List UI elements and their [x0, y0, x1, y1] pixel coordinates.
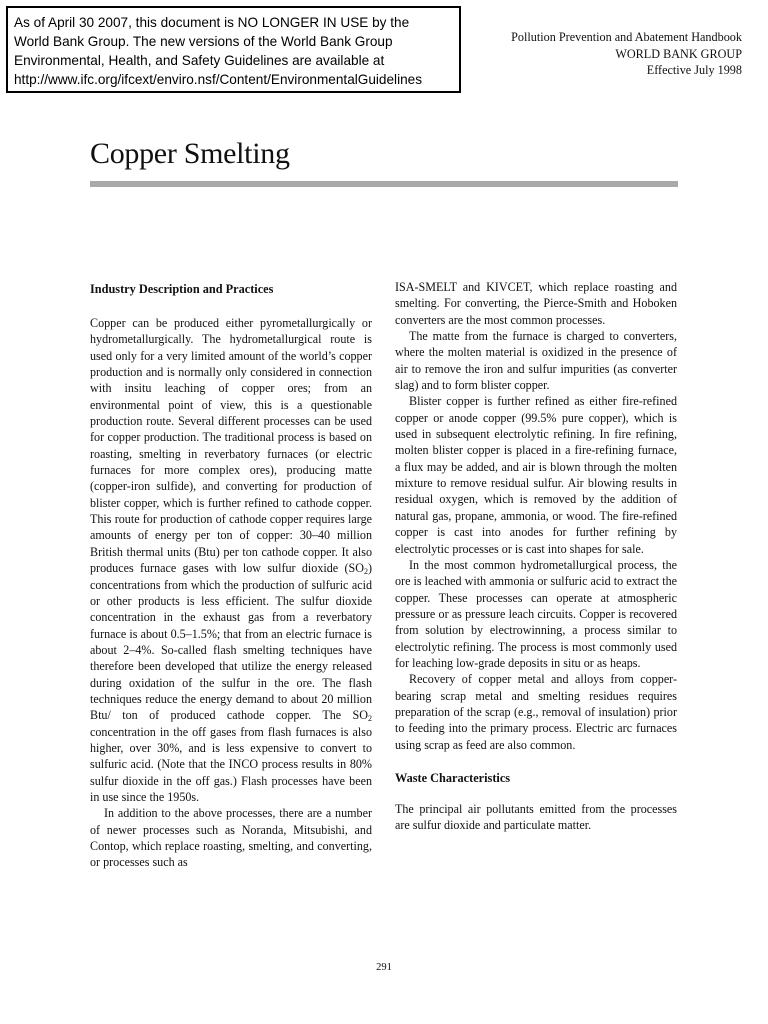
- notice-url-line: http://www.ifc.org/ifcext/enviro.nsf/Content/EnvironmentalGuidelines: [14, 72, 423, 87]
- paragraph: In the most common hydrometallurgical process, the ore is leached with ammonia or sulfuric acid to extract the copper. These processes can operate at atmospheric pressure or as pressure leach circuits. Copper is recovered from solution by electrowinning, a process similar to electrolytic refining. The process is most commonly used for leaching low-grade deposits in situ or as heaps.: [395, 557, 677, 670]
- text-run: Copper can be produced either pyrometallurgically or hydrometallurgically. The hydrometallurgical route is used only for a very limited amount of the world’s copper production and is normally only considered in connection with insitu leaching of copper ores; from an environmental point of view, this is a questionable production route. Several different processes can be used for copper production. The traditional process is based on roasting, smelting in reverbatory furnaces (or electric furnaces for more complex ores), producing matte (copper-iron sulfide), and converting for production of blister copper, which is further refined to cathode copper. This route for production of cathode copper requires large amounts of energy per ton of copper: 30–40 million British thermal units (Btu) per ton cathode copper. It also produces furnace gases with low sulfur dioxide (SO: [90, 316, 372, 576]
- paragraph: Recovery of copper metal and alloys from copper-bearing scrap metal and smelting residues requires preparation of the scrap (e.g., removal of insulation) prior to feeding into the primary process. Electric arc furnaces using scrap as feed are also common.: [395, 672, 677, 752]
- text-run: ) concentrations from which the production of sulfuric acid or other products is less efficient. The sulfur dioxide concentration in the exhaust gas from a reverbatory furnace is about 0.5–1.5%; that from an electric furnace is about 2–4%. So-called flash smelting techniques have therefore been developed that utilize the energy released during oxidation of the sulfur in the ore. The flash techniques reduce the energy demand to about 20 million Btu/ ton of produced cathode copper. The SO: [90, 561, 372, 723]
- notice-line: Environmental, Health, and Safety Guidelines are available at: [14, 53, 385, 68]
- paragraph: The matte from the furnace is charged to converters, where the molten material is oxidized in the presence of air to remove the iron and sulfur impurities (as converter slag) and to form blister copper.: [395, 329, 677, 393]
- notice-line: As of April 30 2007, this document is NO LONGER IN USE by the: [14, 15, 410, 30]
- page-number: 291: [376, 962, 392, 973]
- paragraph: [90, 315, 372, 805]
- effective-date: Effective July 1998: [646, 63, 742, 77]
- right-column: [395, 279, 677, 834]
- left-column: [90, 279, 372, 871]
- paragraph: The principal air pollutants emitted from the processes are sulfur dioxide and particulate matter.: [395, 801, 677, 833]
- subscript: 2: [368, 714, 372, 724]
- paragraph: ISA-SMELT and KIVCET, which replace roasting and smelting. For converting, the Pierce-Smith and Hoboken converters are the most common processes.: [395, 280, 677, 327]
- running-header: [511, 29, 742, 79]
- text-run: concentration in the off gases from flash furnaces is also higher, over 30%, and is less expensive to convert to sulfuric acid. (Note that the INCO process results in 80% sulfur dioxide in the off gas.) Flash processes have been in use since the 1950s.: [90, 724, 372, 804]
- paragraph: Blister copper is further refined as either fire-refined copper or anode copper (99.5% pure copper), which is used in subsequent electrolytic refining. In fire refining, molten blister copper is placed in a fire-refining furnace, a flux may be added, and air is blown through the molten mixture to remove residual sulfur. Air blowing results in residual oxygen, which is removed by the addition of natural gas, propane, ammonia, or wood. The fire-refined copper is cast into anodes for further refining by electrolytic processes or is cast into shapes for sale.: [395, 394, 677, 556]
- title-rule: [90, 181, 678, 187]
- subscript: 2: [363, 567, 368, 577]
- handbook-title: Pollution Prevention and Abatement Handbook: [511, 30, 742, 44]
- section-heading-waste: Waste Characteristics: [395, 770, 511, 785]
- deprecation-notice-box: [6, 6, 461, 93]
- paragraph: In addition to the above processes, there are a number of newer processes such as Noranda, Mitsubishi, and Contop, which replace roasting, smelting, and converting, or processes such as: [90, 806, 372, 870]
- publisher-name: WORLD BANK GROUP: [615, 46, 742, 61]
- page-title: Copper Smelting: [90, 137, 290, 170]
- notice-line: World Bank Group. The new versions of the World Bank Group: [14, 34, 393, 49]
- section-heading-industry: Industry Description and Practices: [90, 282, 274, 296]
